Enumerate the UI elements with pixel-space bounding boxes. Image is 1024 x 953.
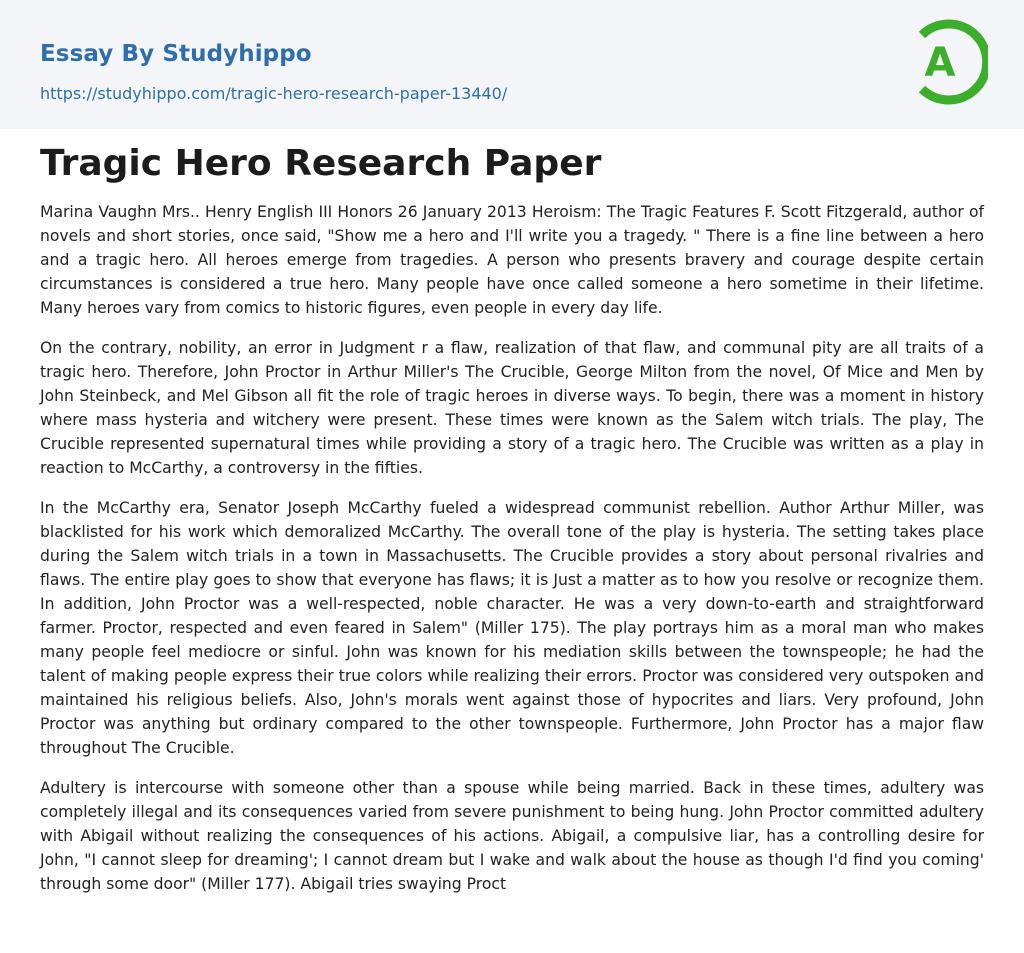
page-title: Tragic Hero Research Paper [40, 143, 602, 184]
brand-title[interactable]: Essay By Studyhippo [40, 41, 312, 67]
logo-ring-icon [910, 18, 988, 106]
essay-paragraph: Adultery is intercourse with someone other than a spouse while being married. Back in these times, adultery was completely illegal and its consequences varied from severe punishment to being hung. John Proctor committed adultery with Abigail without realizing the consequences of his actions. Abigail, a compulsive liar, has a controlling desire for John, "I cannot sleep for dreaming'; I cannot dream but I wake and walk about the house as though I'd find you coming' through some door" (Miller 177). Abigail tries swaying Proct [40, 779, 984, 893]
essay-body [40, 200, 984, 912]
logo-letter: A [924, 40, 956, 86]
source-url-link[interactable]: https://studyhippo.com/tragic-hero-research-paper-13440/ [40, 84, 508, 103]
essay-paragraph: In the McCarthy era, Senator Joseph McCarthy fueled a widespread communist rebellion. Author Arthur Miller, was blacklisted for his work which demoralized McCarthy. The overall tone of the play is hysteria. The setting takes place during the Salem witch trials in a town in Massachusetts. The Crucible provides a story about personal rivalries and flaws. The entire play goes to show that everyone has flaws; it is Just a matter as to how you resolve or recognize them. In addition, John Proctor was a well-respected, noble character. He was a very down-to-earth and straightforward farmer. Proctor, respected and even feared in Salem" (Miller 175). The play portrays him as a moral man who makes many people feel mediocre or sinful. John was known for his mediation skills between the townspeople; he had the talent of making people express their true colors while realizing their errors. Proctor was considered very outspoken and maintained his religious beliefs. Also, John's morals went against those of hypocrites and liars. Very profound, John Proctor was anything but ordinary compared to the other townspeople. Furthermore, John Proctor has a major flaw throughout The Crucible. [40, 499, 984, 757]
site-header [0, 0, 1024, 129]
essay-paragraph: Marina Vaughn Mrs.. Henry English III Honors 26 January 2013 Heroism: The Tragic Features F. Scott Fitzgerald, author of novels and short stories, once said, "Show me a hero and I'll write you a tragedy. " There is a fine line between a hero and a tragic hero. All heroes emerge from tragedies. A person who presents bravery and courage despite certain circumstances is considered a true hero. Many people have once called someone a hero sometime in their lifetime. Many heroes vary from comics to historic figures, even people in every day life. [40, 203, 984, 317]
essay-paragraph: On the contrary, nobility, an error in Judgment r a flaw, realization of that flaw, and communal pity are all traits of a tragic hero. Therefore, John Proctor in Arthur Miller's The Crucible, George Milton from the novel, Of Mice and Men by John Steinbeck, and Mel Gibson all fit the role of tragic heroes in diverse ways. To begin, there was a moment in history where mass hysteria and witchery were present. These times were known as the Salem witch trials. The play, The Crucible represented supernatural times while providing a story of a tragic hero. The Crucible was written as a play in reaction to McCarthy, a controversy in the fifties. [40, 339, 984, 477]
studyhippo-logo-icon[interactable] [910, 18, 988, 106]
